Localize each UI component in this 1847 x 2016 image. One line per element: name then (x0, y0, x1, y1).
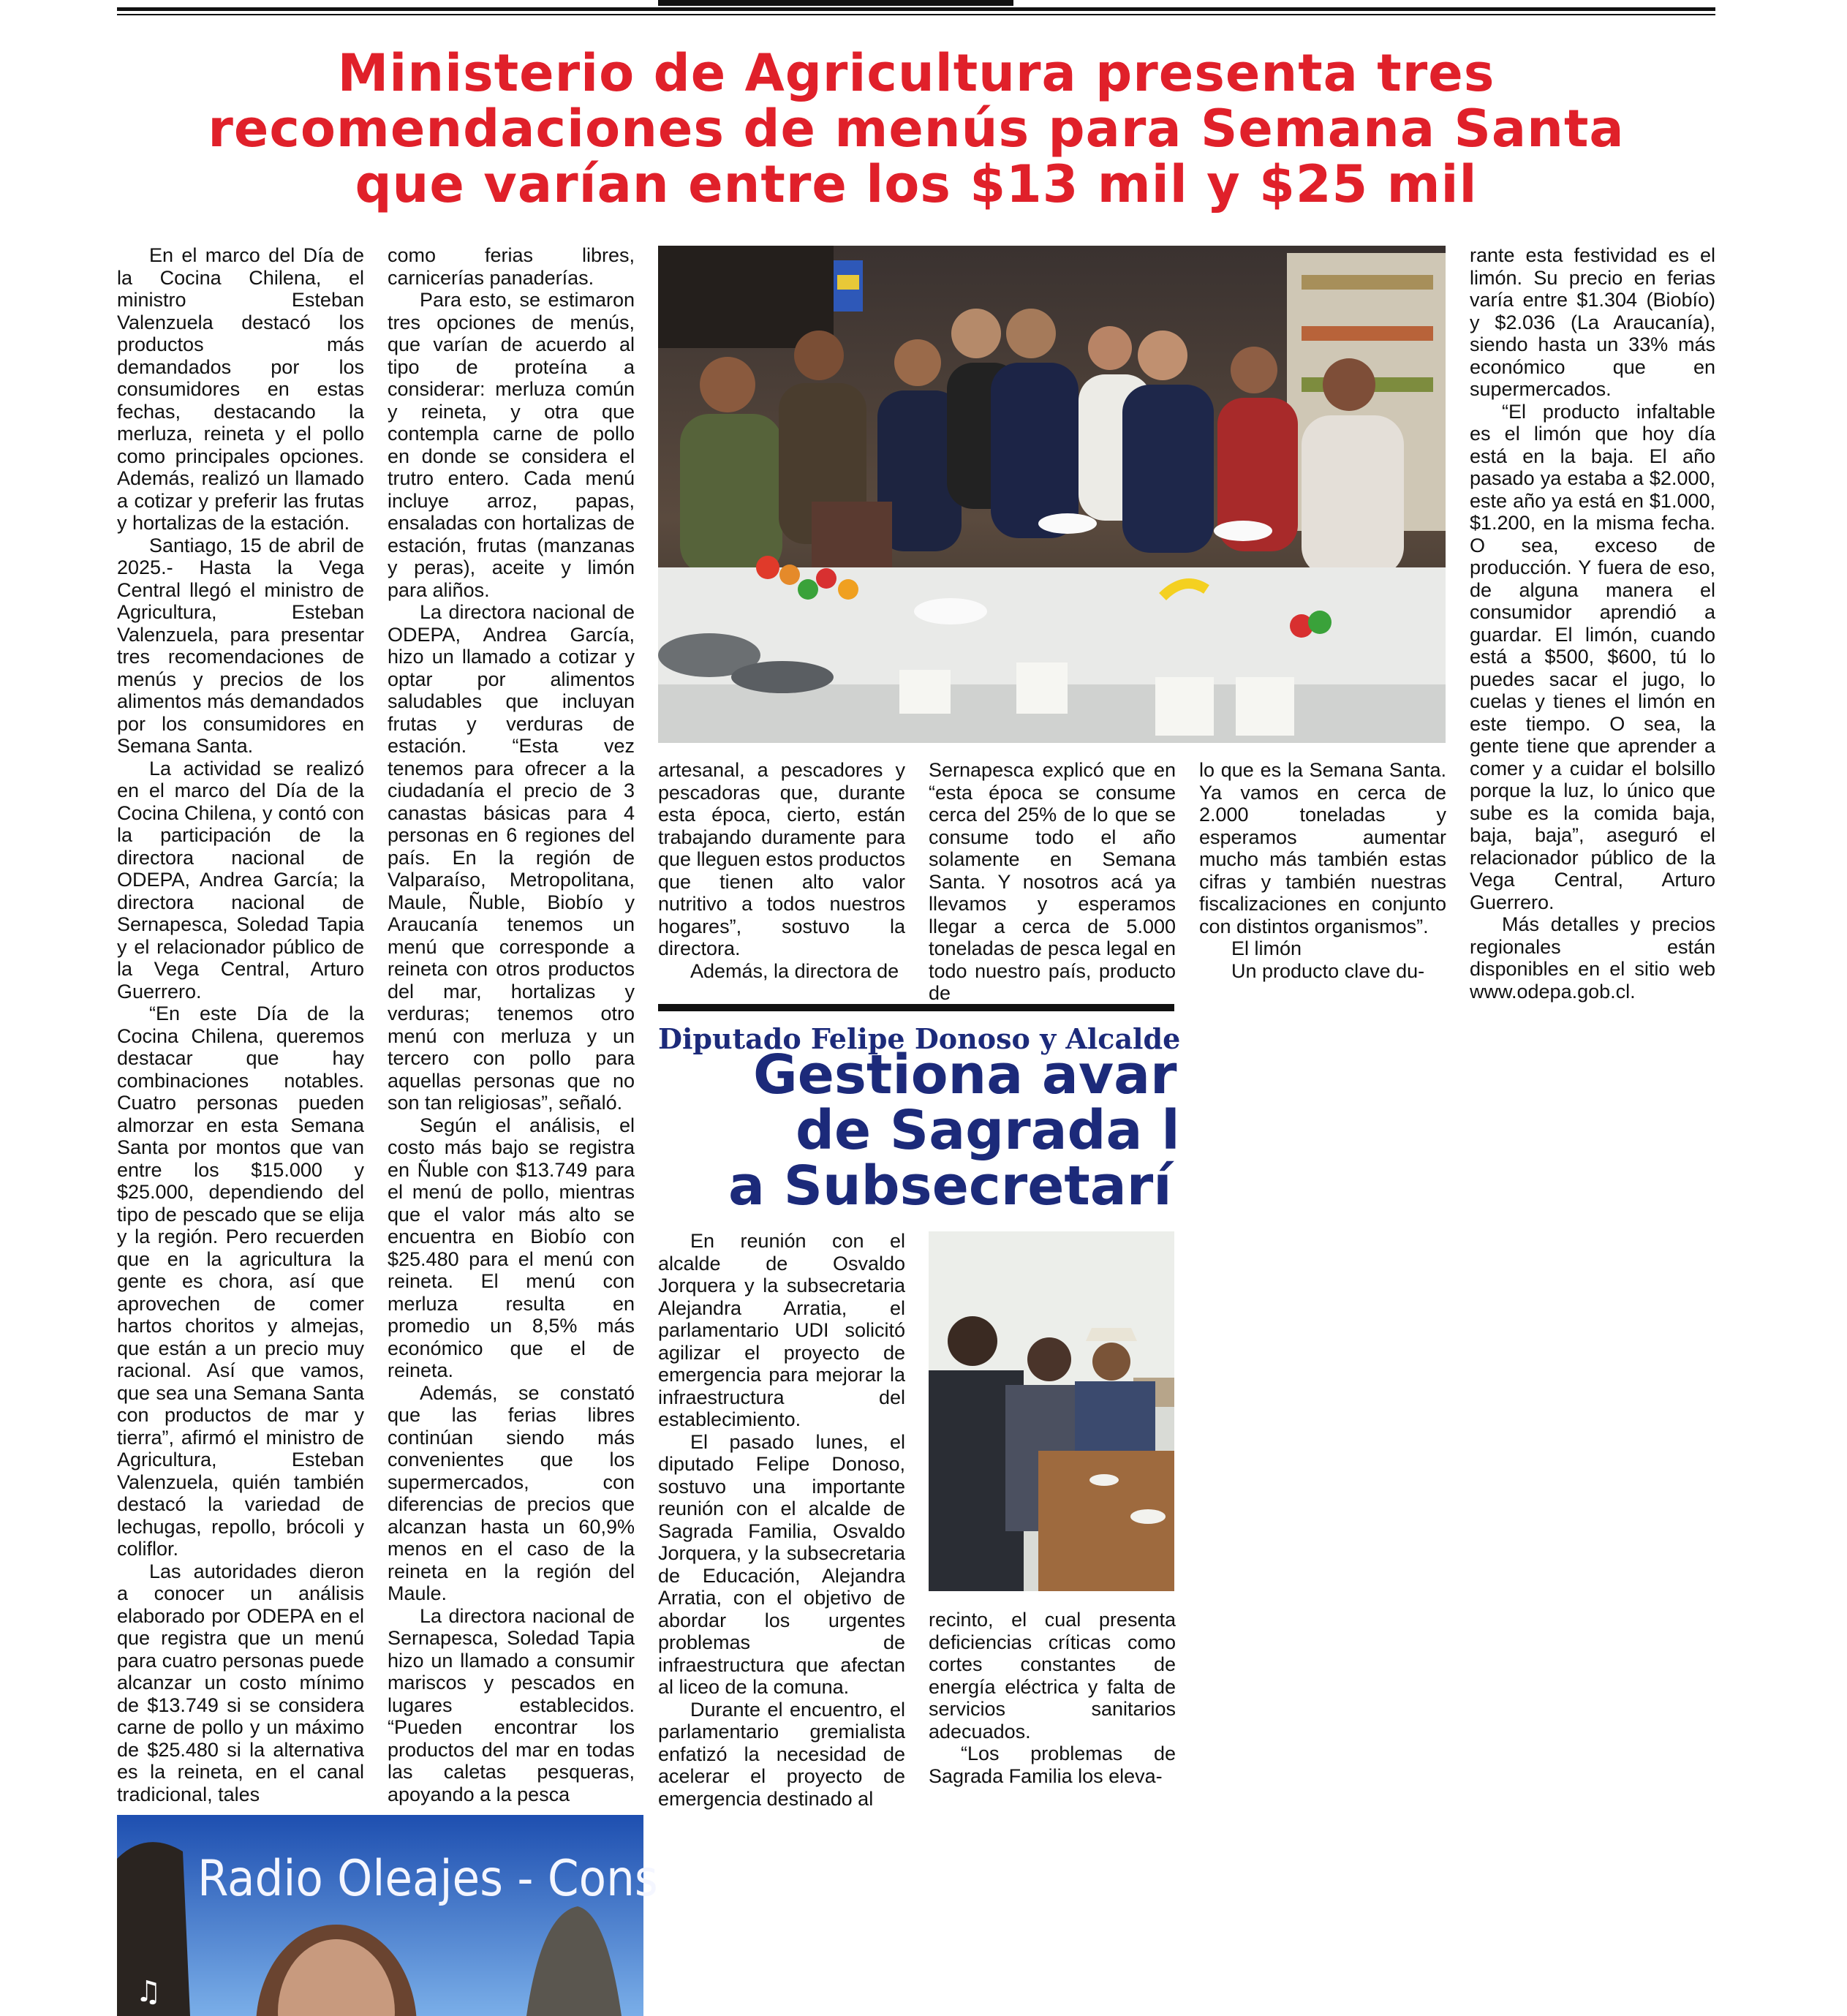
article1-col2 (388, 244, 635, 1805)
article1-col3 (658, 759, 905, 993)
paragraph: “El producto infaltable es el limón que hoy día está en la baja. El año pasado ya estaba a $2.000, este año ya está en $1.000, $1.200, en la misma fecha. O sea, exceso de producción. Y fuera de eso, de alguna manera el consumidor aprendió a guardar. El limón, cuando está a $500, $600, tú lo puedes sacar el jugo, lo cuelas y tienes el limón en este tiempo. O sea, la gente tiene que aprender a comer y a cuidar el bolsillo porque la luz, lo único que sube es la comida baja, baja, baja”, aseguró el relacionador público de la Vega Central, Arturo Guerrero. (1470, 400, 1715, 913)
article2-headline-line-2: de Sagrada l (796, 1099, 1180, 1162)
headline-line-1: Ministerio de Agricultura presenta tres (337, 43, 1495, 103)
paragraph: La directora nacional de Sernapesca, Soledad Tapia hizo un llamado a consumir mariscos y pescados en lugares establecidos. “Pueden encontrar los productos del mar en todas las caletas pesqueras, apoyando a la pesca (388, 1604, 635, 1805)
radio-ad-text: Radio Oleajes - Cons (197, 1850, 658, 1908)
paragraph: En reunión con el alcalde de Osvaldo Jorquera y la subsecretaria Alejandra Arratia, el parlamentario UDI solicitó agilizar el proyecto de emergencia para mejorar la infraestructura del establecimiento. (658, 1230, 905, 1430)
main-headline (117, 45, 1715, 212)
paragraph: como ferias libres, carnicerías panaderías. (388, 244, 635, 289)
headline-line-2: recomendaciones de menús para Semana Santa (208, 99, 1625, 159)
top-rule-thin (117, 14, 1715, 15)
article1-col1 (117, 244, 364, 1805)
paragraph: recinto, el cual presenta deficiencias críticas como cortes constantes de energía eléctrica y falta de servicios sanitarios adecuados. (929, 1609, 1176, 1743)
paragraph: Más detalles y precios regionales están disponibles en el sitio web www.odepa.gob.cl. (1470, 913, 1715, 1003)
paragraph: lo que es la Semana Santa. Ya vamos en cerca de 2.000 toneladas y esperamos aumentar mucho más también estas cifras y también nuestras fiscalizaciones en conjunto con distintos organismos”. (1199, 759, 1446, 937)
top-rule (117, 7, 1715, 11)
article2-headline (658, 1043, 1180, 1217)
paragraph: Según el análisis, el costo más bajo se registra en Ñuble con $13.749 para el menú de pollo, mientras que el valor más alto se encuentra en Biobío con $25.480 para el menú con reineta. El menú con merluza resulta en promedio un 8,5% más económico que el de reineta. (388, 1114, 635, 1381)
paragraph: Sernapesca explicó que en “esta época se consume cerca del 25% de lo que se consume todo el año solamente en Semana Santa. Y nosotros acá ya llevamos y esperamos llegar a cerca de 5.000 toneladas de pesca legal en todo nuestro país, producto de (929, 759, 1176, 1004)
paragraph: rante esta festividad es el limón. Su precio en ferias varía entre $1.304 (Biobío) y $2.036 (La Araucanía), siendo hasta un 33% más económico que en supermercados. (1470, 244, 1715, 400)
subheading: El limón (1231, 937, 1302, 959)
paragraph: Para esto, se estimaron tres opciones de menús, que varían de acuerdo al tipo de proteína a considerar: merluza común y reineta, y otra que contempla carne de pollo en donde se considera el trutro entero. Cada menú incluye arroz, papas, ensaladas con hortalizas de estación, frutas (manzanas y peras), aceite y limón para aliños. (388, 289, 635, 601)
article2-col2 (929, 1609, 1176, 1794)
paragraph: En el marco del Día de la Cocina Chilena, el ministro Esteban Valenzuela destacó los productos más demandados por los consumidores en estas fechas, destacando la merluza, reineta y el pollo como principales opciones. Además, realizó un llamado a cotizar y preferir las frutas y hortalizas de la estación. (117, 244, 364, 534)
meeting-photo (929, 1231, 1174, 1591)
article1-col5 (1199, 759, 1446, 993)
paragraph: La directora nacional de ODEPA, Andrea García, hizo un llamado a cotizar y optar por alimentos saludables que incluyan frutas y verduras de estación. “Esta vez tenemos para ofrecer a la ciudadanía el precio de 3 canastas básicas para 4 personas en 6 regiones del país. En la región de Valparaíso, Metropolitana, Maule, Ñuble, Biobío y Araucanía tenemos un menú que corresponde a reineta con otros productos del mar, hortalizas y verduras; tenemos otro menú con merluza y un tercero con pollo para aquellas personas que no son tan religiosas”, señaló. (388, 601, 635, 1114)
masthead-tab (658, 0, 1013, 6)
paragraph: artesanal, a pescadores y pescadoras que, durante esta época, cierto, están trabajando duramente para que lleguen estos productos que tienen alto valor nutritivo a todos nuestros hogares”, sostuvo la directora. (658, 759, 905, 959)
paragraph: Además, se constató que las ferias libres continúan siendo más convenientes que los supermercados, con diferencias de precios que alcanzan hasta un 60,9% menos en el caso de la reineta en la región del Maule. (388, 1381, 635, 1604)
article2-headline-line-1: Gestiona avar (753, 1043, 1177, 1106)
article2-kicker: Diputado Felipe Donoso y Alcalde (658, 1022, 1181, 1055)
article2-headline-line-3: a Subsecretarí (728, 1155, 1172, 1217)
article1-col6 (1470, 244, 1715, 1003)
svg-text:♫: ♫ (135, 1975, 162, 2009)
ministers-photo (658, 246, 1446, 743)
paragraph: Santiago, 15 de abril de 2025.- Hasta la Vega Central llegó el ministro de Agricultura, Esteban Valenzuela, para presentar tres recomendaciones de menús y precios de los alimentos más demandados por los consumidores en Semana Santa. (117, 534, 364, 757)
paragraph: Además, la directora de (690, 959, 899, 982)
paragraph: El pasado lunes, el diputado Felipe Donoso, sostuvo una importante reunión con el alcalde de Sagrada Familia, Osvaldo Jorquera, y la subsecretaria de Educación, Alejandra Arratia, con el objetivo de abordar los urgentes problemas de infraestructura que afectan al liceo de la comuna. (658, 1430, 905, 1698)
article2-col1 (658, 1230, 905, 1810)
paragraph: Las autoridades dieron a conocer un análisis elaborado por ODEPA en el que registra que un menú para cuatro personas puede alcanzar un costo mínimo de $13.749 si se considera carne de pollo y un máximo de $25.480 si la alternativa es la reineta, en el canal tradicional, tales (117, 1560, 364, 1805)
article2-divider (658, 1004, 1174, 1011)
radio-ad (117, 1815, 658, 2016)
article1-col4 (929, 759, 1176, 1004)
paragraph: “En este Día de la Cocina Chilena, queremos destacar que hay combinaciones notables. Cuatro personas pueden almorzar en esta Semana Santa por montos que van entre los $15.000 y $25.000, dependiendo del tipo de pescado que se elija y la región. Pero recuerden que en la agricultura la gente es chora, así que aprovechen de comer hartos choritos y almejas, que están a un precio muy racional. Así que vamos, que sea una Semana Santa con productos de mar y tierra”, afirmó el ministro de Agricultura, Esteban Valenzuela, quién también destacó la variedad de lechugas, repollo, brócoli y coliflor. (117, 1003, 364, 1560)
headline-line-3: que varían entre los $13 mil y $25 mil (355, 154, 1478, 214)
paragraph: Un producto clave du- (1231, 959, 1425, 982)
paragraph: “Los problemas de Sagrada Familia los eleva- (929, 1743, 1176, 1787)
paragraph: Durante el encuentro, el parlamentario gremialista enfatizó la necesidad de acelerar el proyecto de emergencia destinado al (658, 1698, 905, 1810)
paragraph: La actividad se realizó en el marco del Día de la Cocina Chilena, y contó con la participación de la directora nacional de ODEPA, Andrea García; la directora nacional de Sernapesca, Soledad Tapia y el relacionador público de la Vega Central, Arturo Guerrero. (117, 757, 364, 1003)
